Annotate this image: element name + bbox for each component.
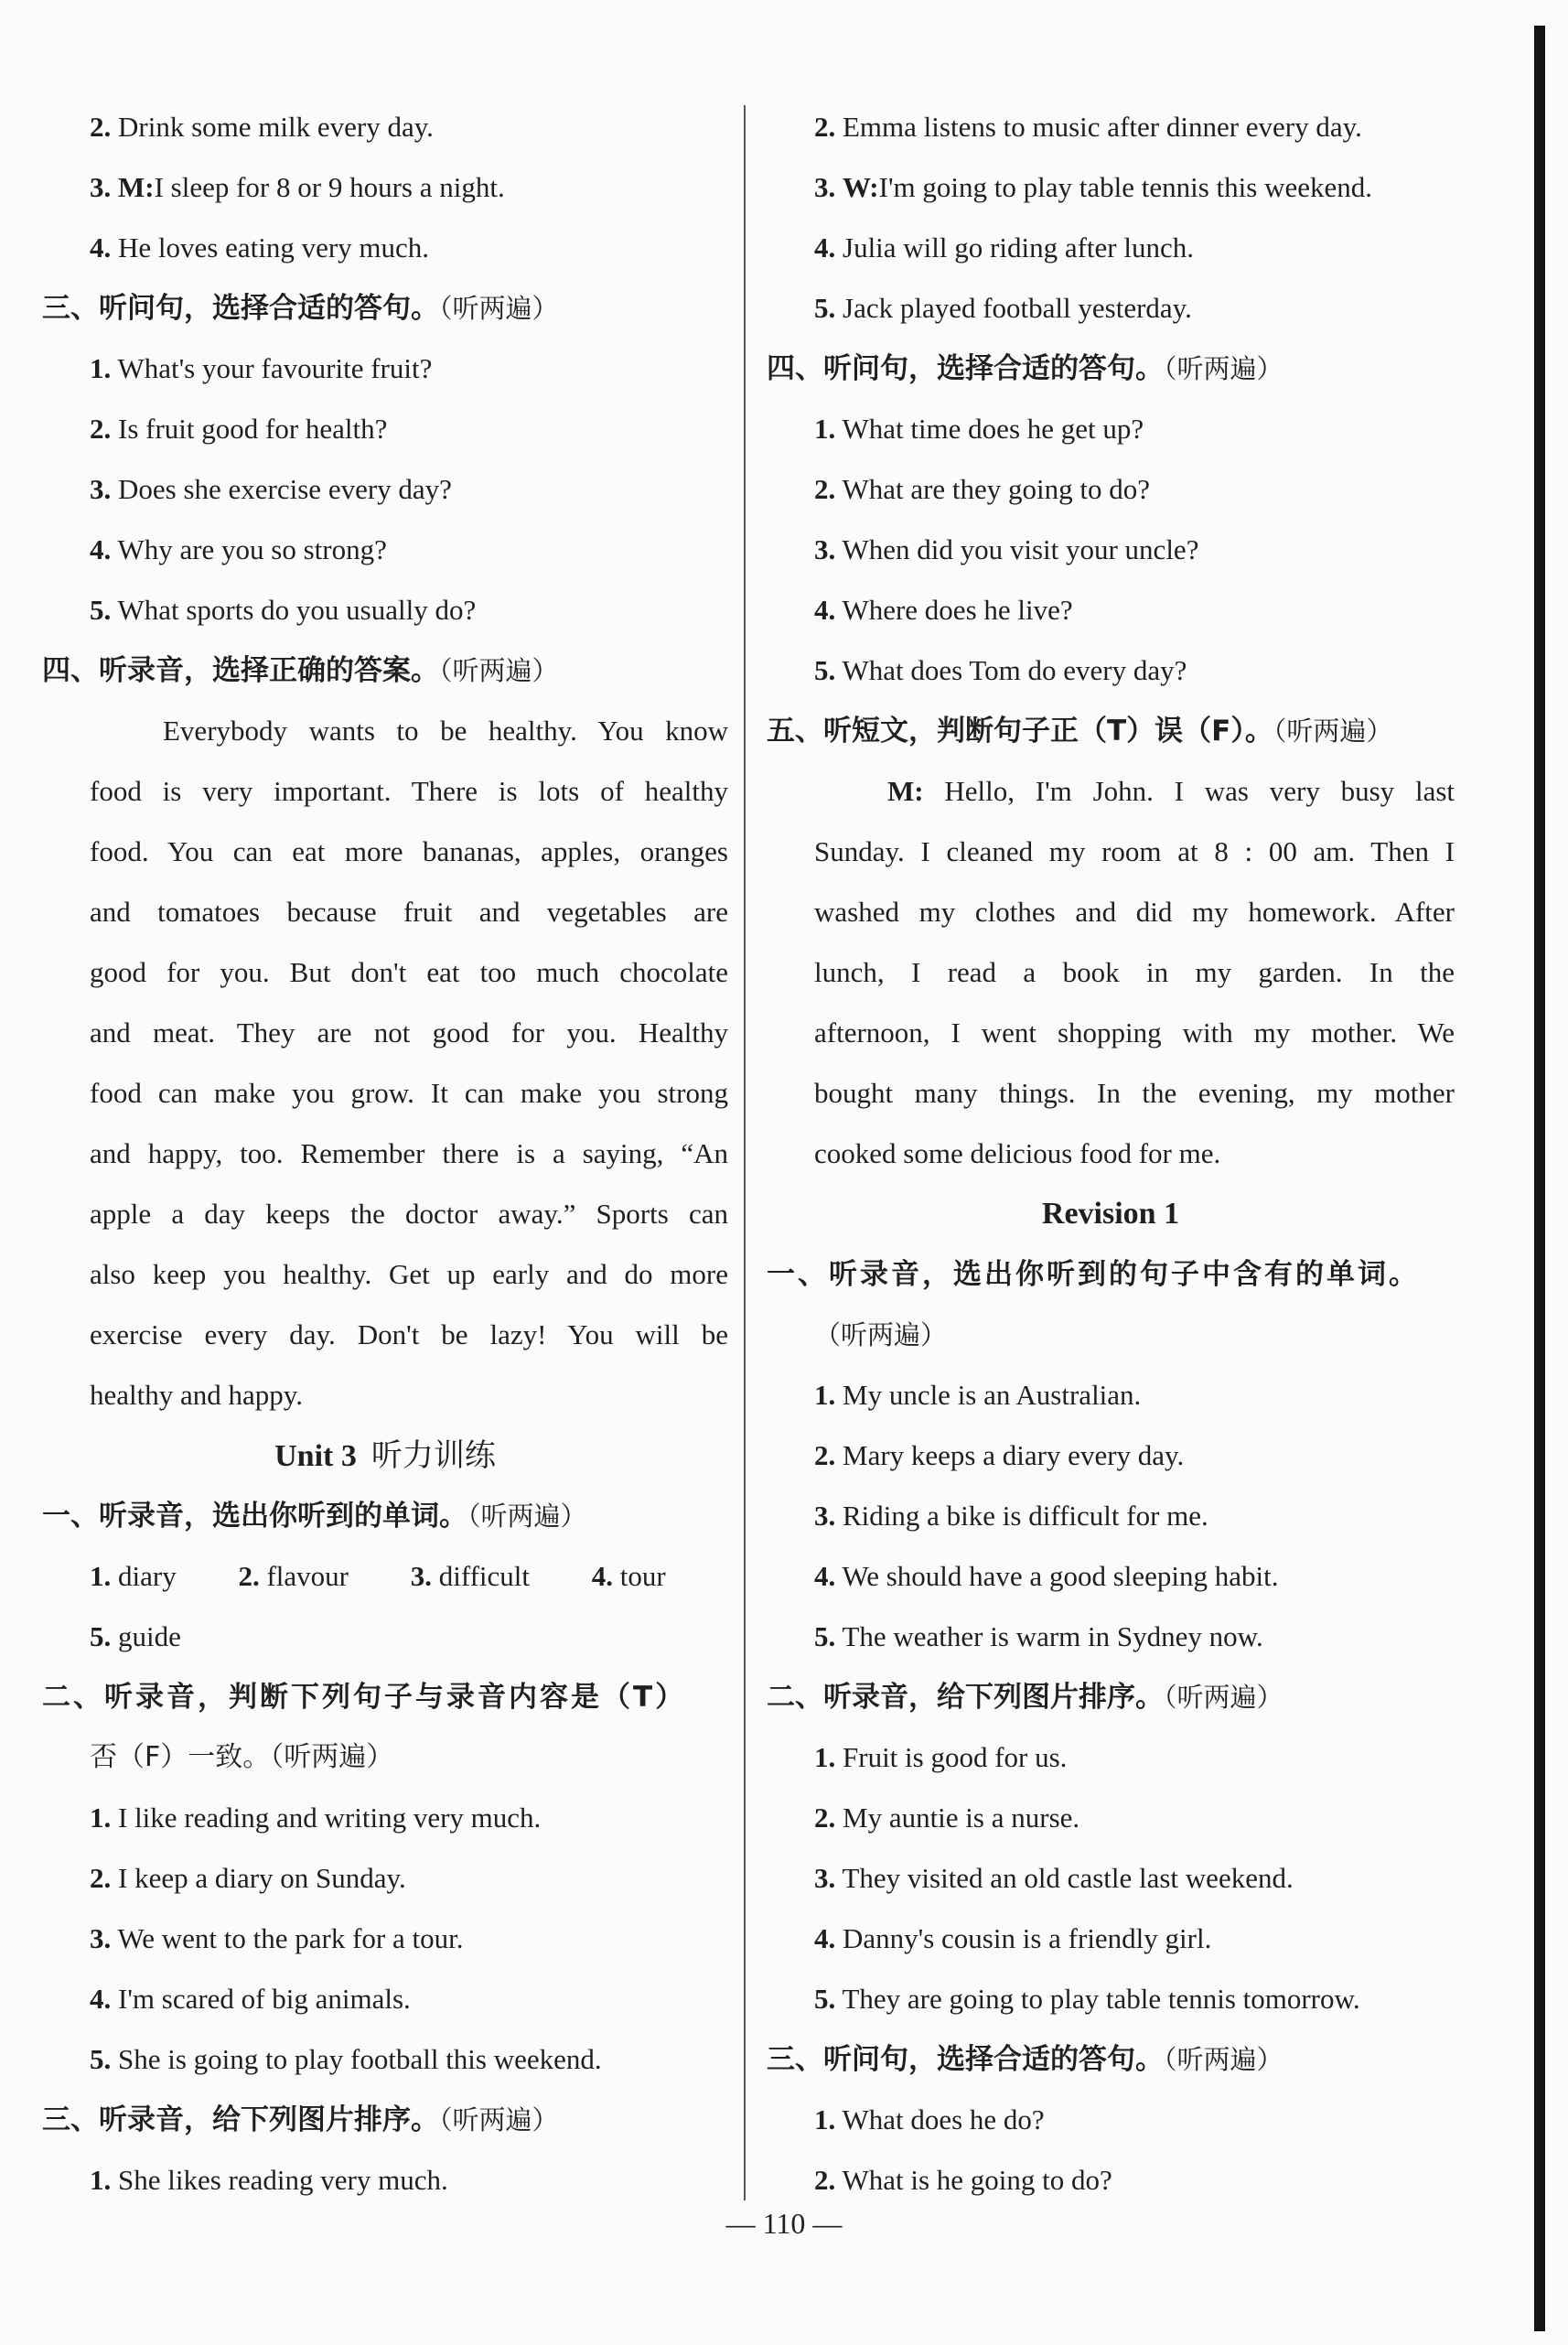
- section-note: （听两遍）: [814, 1319, 948, 1350]
- passage-line: good for you. But don't eat too much chocolate: [90, 956, 728, 988]
- section-heading: 一、听录音，选出你听到的单词。（听两遍）: [42, 1500, 587, 1533]
- list-item: 5. What does Tom do every day?: [814, 654, 1187, 686]
- revision-title: Revision 1: [1041, 1197, 1180, 1231]
- word-list: 1. diary 2. flavour 3. difficult 4. tour: [90, 1560, 666, 1592]
- right-column: [767, 97, 1455, 2211]
- list-item: 3. Does she exercise every day?: [90, 473, 452, 505]
- section-heading: 四、听录音，选择正确的答案。（听两遍）: [42, 654, 559, 687]
- section-heading: 二、听录音，给下列图片排序。（听两遍）: [767, 1681, 1283, 1714]
- list-item: 4. I'm scared of big animals.: [90, 1983, 411, 2015]
- list-item: 5. She is going to play football this weekend.: [90, 2043, 602, 2075]
- list-item: 2. My auntie is a nurse.: [814, 1802, 1080, 1834]
- list-item: 1. What does he do?: [814, 2103, 1045, 2135]
- list-item: 2. I keep a diary on Sunday.: [90, 1862, 406, 1894]
- left-column: [42, 97, 728, 2211]
- passage-line: apple a day keeps the doctor away.” Sports can: [90, 1198, 728, 1230]
- passage-line: Sunday. I cleaned my room at 8 : 00 am. Then I: [814, 835, 1455, 867]
- list-item: 4. He loves eating very much.: [90, 231, 430, 264]
- list-item: 3. We went to the park for a tour.: [90, 1922, 464, 1954]
- list-item: 5. Jack played football yesterday.: [814, 292, 1192, 324]
- passage-line: and meat. They are not good for you. Healthy: [90, 1017, 728, 1049]
- passage-line: also keep you healthy. Get up early and do more: [90, 1258, 728, 1290]
- list-item: 2. Mary keeps a diary every day.: [814, 1439, 1185, 1471]
- list-item: 4. We should have a good sleeping habit.: [814, 1560, 1279, 1592]
- passage-line: food can make you grow. It can make you strong: [90, 1077, 728, 1109]
- passage-line: bought many things. In the evening, my mother: [814, 1077, 1455, 1109]
- list-item: 1. Fruit is good for us.: [814, 1741, 1068, 1773]
- list-item: 4. Where does he live?: [814, 594, 1073, 626]
- list-item: 2. Drink some milk every day.: [90, 111, 434, 143]
- page-edge-bar: [1534, 26, 1545, 2331]
- list-item: 3. Riding a bike is difficult for me.: [814, 1500, 1208, 1532]
- section-heading: 二、听录音，判断下列句子与录音内容是（T）: [42, 1681, 687, 1714]
- list-item: 5. The weather is warm in Sydney now.: [814, 1620, 1263, 1652]
- section-heading: 四、听问句，选择合适的答句。（听两遍）: [767, 352, 1283, 385]
- section-heading: 三、听录音，给下列图片排序。（听两遍）: [42, 2103, 559, 2136]
- passage-line: afternoon, I went shopping with my mother. We: [814, 1017, 1455, 1049]
- list-item: 3. When did you visit your uncle?: [814, 533, 1199, 565]
- section-heading: 三、听问句，选择合适的答句。（听两遍）: [42, 292, 559, 325]
- passage-line: Everybody wants to be healthy. You know: [163, 715, 728, 747]
- passage-line: cooked some delicious food for me.: [814, 1137, 1221, 1169]
- list-item: 2. Emma listens to music after dinner every day.: [814, 111, 1362, 143]
- passage-line: and happy, too. Remember there is a saying, “An: [90, 1137, 728, 1169]
- passage-line: food is very important. There is lots of healthy: [90, 775, 728, 807]
- list-item: 5. What sports do you usually do?: [90, 594, 477, 626]
- section-heading: 五、听短文，判断句子正（T）误（F）。（听两遍）: [767, 715, 1393, 748]
- list-item: 4. Why are you so strong?: [90, 533, 387, 565]
- page-number: — 110 —: [725, 2207, 843, 2240]
- list-item: 4. Julia will go riding after lunch.: [814, 231, 1194, 264]
- section-heading: 三、听问句，选择合适的答句。（听两遍）: [767, 2043, 1283, 2076]
- list-item: 2. Is fruit good for health?: [90, 413, 388, 445]
- column-divider: [744, 105, 746, 2200]
- list-item: 2. What are they going to do?: [814, 473, 1151, 505]
- passage-line: exercise every day. Don't be lazy! You will be: [90, 1318, 728, 1350]
- passage-line: M: Hello, I'm John. I was very busy last: [887, 775, 1455, 807]
- list-item: 3. They visited an old castle last weekend.: [814, 1862, 1294, 1894]
- list-item: 3. M:I sleep for 8 or 9 hours a night.: [90, 171, 505, 203]
- passage-line: healthy and happy.: [90, 1379, 303, 1411]
- list-item: 5. They are going to play table tennis tomorrow.: [814, 1983, 1360, 2015]
- list-item: 4. Danny's cousin is a friendly girl.: [814, 1922, 1212, 1954]
- list-item: 3. W:I'm going to play table tennis this weekend.: [814, 171, 1372, 203]
- passage-line: lunch, I read a book in my garden. In the: [814, 956, 1455, 988]
- list-item: 1. I like reading and writing very much.: [90, 1802, 542, 1834]
- list-item: 1. What's your favourite fruit?: [90, 352, 433, 384]
- section-heading: 一、听录音，选出你听到的句子中含有的单词。: [767, 1258, 1420, 1291]
- passage-line: and tomatoes because fruit and vegetables are: [90, 896, 728, 928]
- unit-title: Unit 3 听力训练: [274, 1437, 496, 1474]
- list-item: 1. My uncle is an Australian.: [814, 1379, 1142, 1411]
- word-list: 5. guide: [90, 1620, 181, 1652]
- list-item: 1. She likes reading very much.: [90, 2164, 448, 2196]
- list-item: 1. What time does he get up?: [814, 413, 1144, 445]
- list-item: 2. What is he going to do?: [814, 2164, 1112, 2196]
- passage-line: washed my clothes and did my homework. After: [814, 896, 1455, 928]
- passage-line: food. You can eat more bananas, apples, oranges: [90, 835, 728, 867]
- section-heading-continued: 否（F）一致。（听两遍）: [90, 1741, 394, 1773]
